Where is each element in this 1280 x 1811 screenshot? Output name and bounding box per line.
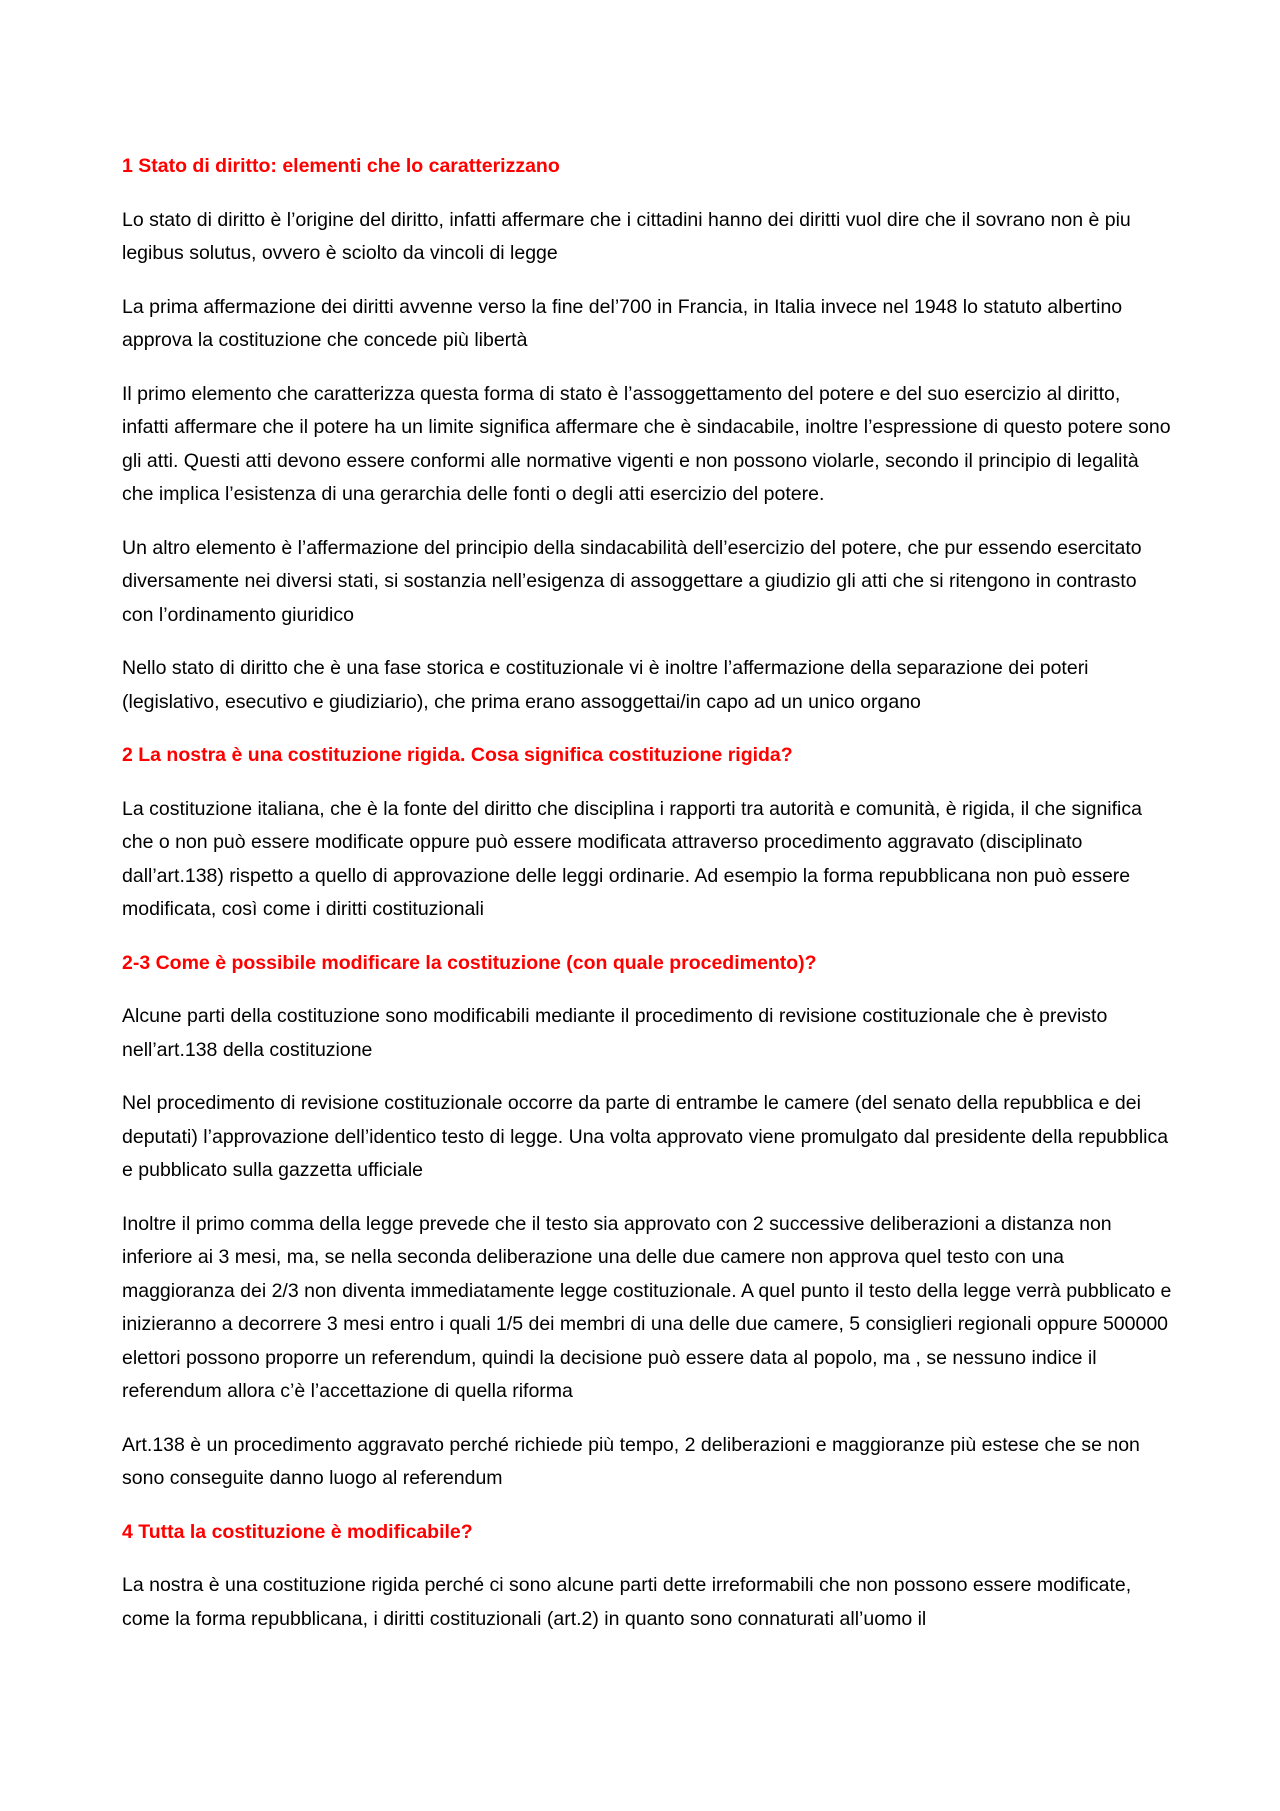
paragraph-prima-affermazione: La prima affermazione dei diritti avvenne verso la fine del’700 in Francia, in Italia invece nel 1948 lo statuto albertino approva la costituzione che concede più libertà — [122, 295, 1123, 351]
heading-stato-di-diritto: 1 Stato di diritto: elementi che lo caratterizzano — [122, 155, 560, 177]
paragraph-art-138: Art.138 è un procedimento aggravato perché richiede più tempo, 2 deliberazioni e maggioranze più estese che se non sono conseguite danno luogo al referendum — [122, 1433, 1140, 1489]
paragraph-revisione-costituzionale: Alcune parti della costituzione sono modificabili mediante il procedimento di revisione costituzionale che è previsto nell’art.138 della costituzione — [122, 1005, 1108, 1061]
paragraph-costituzione-italiana: La costituzione italiana, che è la fonte del diritto che disciplina i rapporti tra autorità e comunità, è rigida, il che significa che o non può essere modificate oppure può essere modificata attraverso procedimento aggravato (disciplinato dall’art.138) rispetto a quello di approvazione delle leggi ordinarie. Ad esempio la forma repubblicana non può essere modificata, così come i diritti costituzionali — [122, 797, 1142, 920]
paragraph-primo-comma: Inoltre il primo comma della legge prevede che il testo sia approvato con 2 successive deliberazioni a distanza non inferiore ai 3 mesi, ma, se nella seconda deliberazione una delle due camere non approva quel testo con una maggioranza dei 2/3 non diventa immediatamente legge costituzionale. A quel punto il testo della legge verrà pubblicato e inizieranno a decorrere 3 mesi entro i quali 1/5 dei membri di una delle due camere, 5 consiglieri regionali oppure 500000 elettori possono proporre un referendum, quindi la decisione può essere data al popolo, ma , se nessuno indice il referendum allora c’è l’accettazione di quella riforma — [122, 1212, 1172, 1402]
heading-modificare-costituzione: 2-3 Come è possibile modificare la costituzione (con quale procedimento)? — [122, 951, 817, 974]
paragraph-origine-diritto: Lo stato di diritto è l’origine del diritto, infatti affermare che i cittadini hanno dei diritti vuol dire che il sovrano non è piu legibus solutus, ovvero è sciolto da vincoli di legge — [122, 208, 1131, 264]
document-body — [122, 150, 1172, 1656]
paragraph-parti-irreformabili: La nostra è una costituzione rigida perché ci sono alcune parti dette irreformabili che non possono essere modificate, come la forma repubblicana, i diritti costituzionali (art.2) in quanto sono connaturati all’uomo il — [122, 1574, 1132, 1630]
paragraph-altro-elemento: Un altro elemento è l’affermazione del principio della sindacabilità dell’esercizio del potere, che pur essendo esercitato diversamente nei diversi stati, si sostanzia nell’esigenza di assoggettare a giudizio gli atti che si ritengono in contrasto con l’ordinamento giuridico — [122, 536, 1142, 626]
paragraph-primo-elemento: Il primo elemento che caratterizza questa forma di stato è l’assoggettamento del potere e del suo esercizio al diritto, infatti affermare che il potere ha un limite significa affermare che è sindacabile, inoltre l’espressione di questo potere sono gli atti. Questi atti devono essere conformi alle normative vigenti e non possono violarle, secondo il principio di legalità che implica l’esistenza di una gerarchia delle fonti o degli atti esercizio del potere. — [122, 382, 1171, 505]
heading-tutta-costituzione: 4 Tutta la costituzione è modificabile? — [122, 1520, 473, 1543]
paragraph-separazione-poteri: Nello stato di diritto che è una fase storica e costituzionale vi è inoltre l’affermazione della separazione dei poteri (legislativo, esecutivo e giudiziario), che prima erano assoggettai/in capo ad un unico organo — [122, 657, 1089, 713]
heading-costituzione-rigida: 2 La nostra è una costituzione rigida. Cosa significa costituzione rigida? — [122, 744, 793, 766]
paragraph-procedimento-revisione: Nel procedimento di revisione costituzionale occorre da parte di entrambe le camere (del senato della repubblica e dei deputati) l’approvazione dell’identico testo di legge. Una volta approvato viene promulgato dal presidente della repubblica e pubblicato sulla gazzetta ufficiale — [122, 1092, 1169, 1181]
